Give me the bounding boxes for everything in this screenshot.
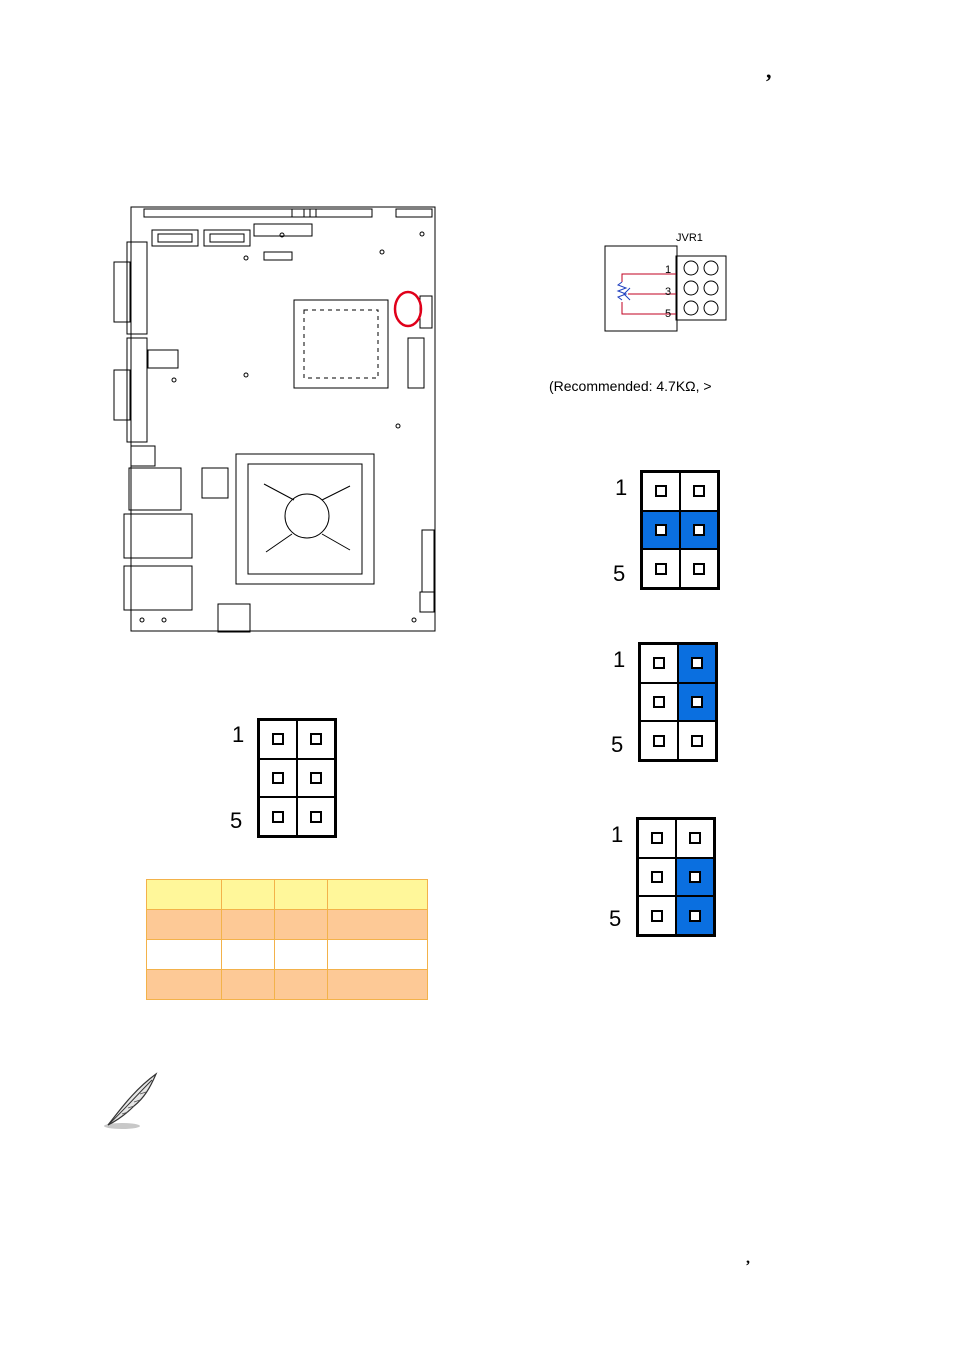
schematic-pin-5: 5 xyxy=(665,308,672,320)
pin-square-icon xyxy=(272,811,284,823)
schematic-title: JVR1 xyxy=(676,232,703,244)
jumper-pin-1 xyxy=(259,720,297,759)
table-cell xyxy=(328,970,428,1000)
jumper-pin-5 xyxy=(640,721,678,760)
pin-square-icon xyxy=(691,735,703,747)
pin-square-icon xyxy=(691,657,703,669)
schematic-pin-1: 1 xyxy=(665,264,672,276)
table-cell xyxy=(147,910,222,940)
jumper-pin-6 xyxy=(678,721,716,760)
pin-square-icon xyxy=(310,772,322,784)
pin-square-icon xyxy=(693,485,705,497)
pin-square-icon xyxy=(310,811,322,823)
pin-square-icon xyxy=(310,733,322,745)
table-cell xyxy=(328,880,428,910)
pin-square-icon xyxy=(653,696,665,708)
jumper-pin-1 xyxy=(638,819,676,858)
table-cell xyxy=(275,880,328,910)
table-cell xyxy=(275,940,328,970)
jumper-default-label-5: 5 xyxy=(230,808,243,833)
pin-square-icon xyxy=(689,871,701,883)
jumper-c-label-1: 1 xyxy=(611,822,624,847)
jumper-a-label-1: 1 xyxy=(615,475,628,500)
pin-square-icon xyxy=(693,563,705,575)
jumper-pin-6 xyxy=(680,549,718,588)
pin-square-icon xyxy=(689,832,701,844)
pin-square-icon xyxy=(651,832,663,844)
jumper-pin-4 xyxy=(680,511,718,550)
pin-square-icon xyxy=(655,485,667,497)
jumper-default xyxy=(257,718,337,838)
jumper-pin-1 xyxy=(642,472,680,511)
jumper-pin-4 xyxy=(678,683,716,722)
jumper-b-label-5: 5 xyxy=(611,732,624,757)
jumper-pin-2 xyxy=(680,472,718,511)
pin-square-icon xyxy=(272,772,284,784)
jumper-setting-b xyxy=(638,642,718,762)
pin-square-icon xyxy=(653,657,665,669)
table-cell xyxy=(222,970,275,1000)
jumper-pin-3 xyxy=(640,683,678,722)
jumper-pin-2 xyxy=(297,720,335,759)
jumper-setting-c xyxy=(636,817,716,937)
pin-square-icon xyxy=(651,910,663,922)
stray-comma-bottom: , xyxy=(746,1250,750,1267)
table-row xyxy=(147,940,428,970)
pin-square-icon xyxy=(653,735,665,747)
jumper-pin-3 xyxy=(642,511,680,550)
feather-quill-icon xyxy=(100,1070,162,1132)
jumper-b-label-1: 1 xyxy=(613,647,626,672)
pin-square-icon xyxy=(693,524,705,536)
schematic-pin-3: 3 xyxy=(665,286,672,298)
pin-square-icon xyxy=(651,871,663,883)
jumper-default-label-1: 1 xyxy=(232,722,245,747)
table-cell xyxy=(275,910,328,940)
table-cell xyxy=(222,940,275,970)
table-header-row xyxy=(147,880,428,910)
jumper-c-label-5: 5 xyxy=(609,906,622,931)
jumper-pin-6 xyxy=(676,896,714,935)
table-cell xyxy=(275,970,328,1000)
table-cell xyxy=(328,910,428,940)
jumper-pin-6 xyxy=(297,797,335,836)
jumper-pin-4 xyxy=(676,858,714,897)
jumper-setting-a xyxy=(640,470,720,590)
jumper-settings-table xyxy=(146,879,428,1000)
jumper-a-label-5: 5 xyxy=(613,561,626,586)
jumper-pin-3 xyxy=(259,759,297,798)
table-row xyxy=(147,970,428,1000)
motherboard-layout-diagram xyxy=(104,200,444,640)
stray-comma-top: , xyxy=(766,58,772,83)
recommendation-text: (Recommended: 4.7KΩ, > xyxy=(549,378,712,394)
table-cell xyxy=(147,880,222,910)
pin-square-icon xyxy=(272,733,284,745)
pin-square-icon xyxy=(691,696,703,708)
table-cell xyxy=(147,970,222,1000)
table-row xyxy=(147,910,428,940)
table-cell xyxy=(222,880,275,910)
jumper-pin-5 xyxy=(642,549,680,588)
table-cell xyxy=(328,940,428,970)
table-cell xyxy=(147,940,222,970)
jumper-pin-4 xyxy=(297,759,335,798)
jumper-pin-3 xyxy=(638,858,676,897)
jumper-pin-2 xyxy=(676,819,714,858)
jumper-pin-2 xyxy=(678,644,716,683)
table-cell xyxy=(222,910,275,940)
jumper-pin-1 xyxy=(640,644,678,683)
jumper-pin-5 xyxy=(638,896,676,935)
pin-square-icon xyxy=(655,524,667,536)
pin-square-icon xyxy=(655,563,667,575)
jumper-pin-5 xyxy=(259,797,297,836)
pin-square-icon xyxy=(689,910,701,922)
